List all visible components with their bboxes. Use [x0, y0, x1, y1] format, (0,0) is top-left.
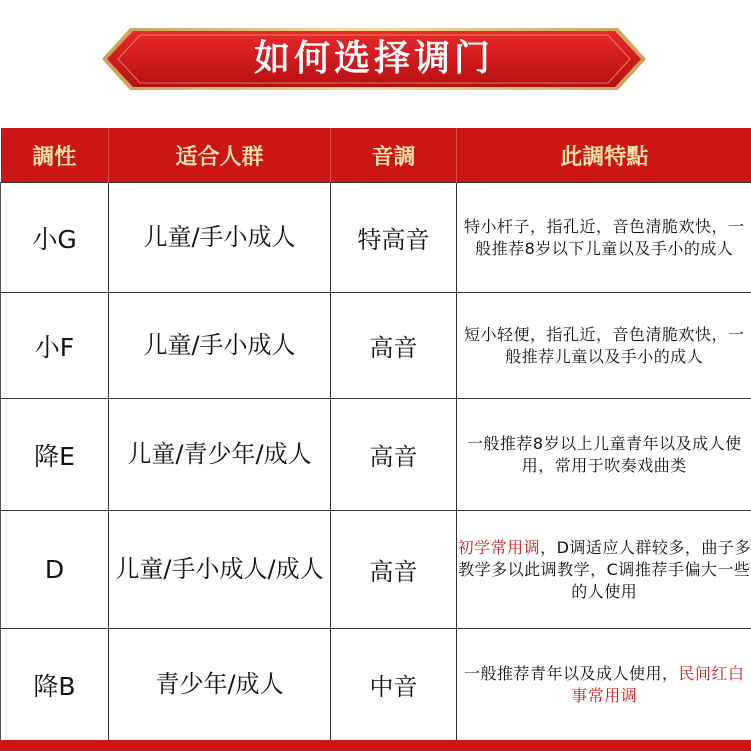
cell-key: D: [1, 511, 109, 629]
cell-pitch: 高音: [331, 399, 457, 511]
cell-crowd: 青少年/成人: [109, 629, 331, 741]
cell-crowd: 儿童/手小成人: [109, 183, 331, 293]
cell-key: 降B: [1, 629, 109, 741]
feature-text: ，D调适应人群较多，曲子多教学多以此调教学，C调推荐手偏大一些的人使用: [458, 537, 751, 601]
table-row: [1, 183, 751, 293]
feature-highlight: 初学常用调: [457, 537, 541, 557]
cell-key: 小G: [1, 183, 109, 293]
banner-area: [0, 0, 751, 122]
table-row: [1, 629, 751, 741]
table-row: [1, 511, 751, 629]
cell-crowd: 儿童/手小成人/成人: [109, 511, 331, 629]
header-feature: 此調特點: [457, 128, 751, 183]
cell-feature: [457, 293, 751, 399]
table-row: [1, 293, 751, 399]
feature-tail: 民间红白事常用调: [571, 663, 745, 705]
cell-key: 小F: [1, 293, 109, 399]
header-pitch: 音調: [331, 128, 457, 183]
title-banner: [100, 26, 648, 92]
cell-pitch: 高音: [331, 511, 457, 629]
cell-feature: [457, 399, 751, 511]
cell-pitch: 特高音: [331, 183, 457, 293]
feature-text: 一般推荐8岁以上儿童青年以及成人使用，常用于吹奏戏曲类: [466, 433, 742, 475]
cell-key: 降E: [1, 399, 109, 511]
header-crowd: 适合人群: [109, 128, 331, 183]
page-title: 如何选择调门: [253, 38, 494, 79]
cell-feature: [457, 183, 751, 293]
table-header-row: [1, 128, 751, 183]
feature-text: 一般推荐青年以及成人使用，: [463, 663, 679, 683]
bottom-bar: [0, 740, 751, 751]
table-row: [1, 399, 751, 511]
header-key: 調性: [1, 128, 109, 183]
cell-crowd: 儿童/青少年/成人: [109, 399, 331, 511]
cell-feature: [457, 629, 751, 741]
cell-feature: [457, 511, 751, 629]
cell-pitch: 高音: [331, 293, 457, 399]
cell-crowd: 儿童/手小成人: [109, 293, 331, 399]
key-selection-table: [0, 128, 751, 741]
cell-pitch: 中音: [331, 629, 457, 741]
feature-text: 短小轻便，指孔近，音色清脆欢快，一般推荐儿童以及手小的成人: [463, 324, 745, 366]
feature-text: 特小杆子，指孔近，音色清脆欢快，一般推荐8岁以下儿童以及手小的成人: [463, 216, 745, 258]
